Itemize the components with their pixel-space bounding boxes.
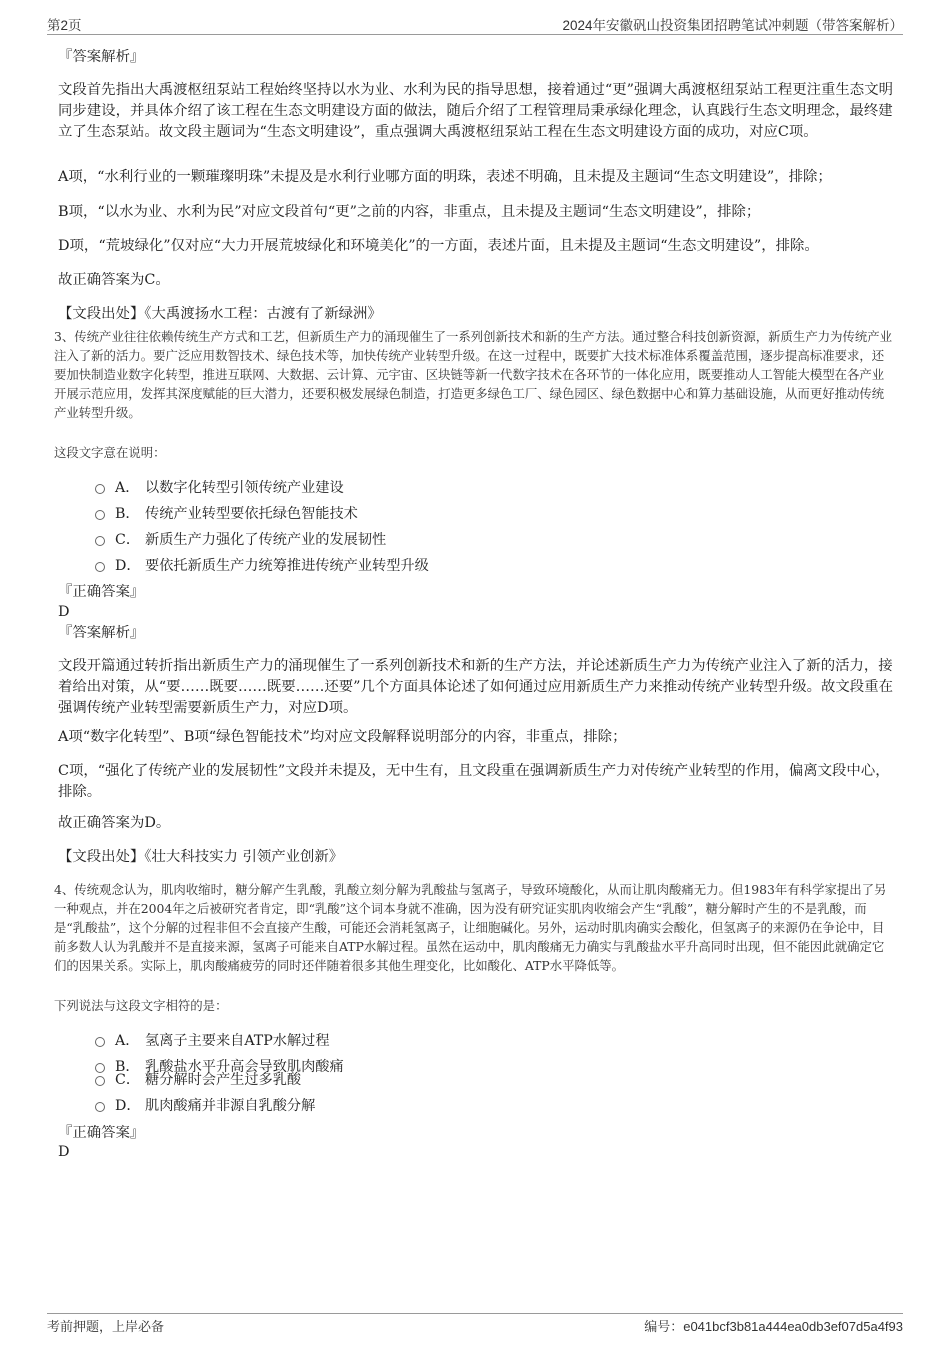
option-text: 糖分解时会产生过多乳酸 [145,1072,302,1088]
q2-analysis-heading: 『答案解析』 [58,49,145,65]
footer-doc-id: 编号：e041bcf3b81a444ea0db3ef07d5a4f93 [644,1319,903,1334]
option-label: C． [115,532,141,548]
q2-conclusion: 故正确答案为C。 [58,272,170,288]
option-label: C． [115,1072,141,1088]
q3-question: 这段文字意在说明： [54,445,166,460]
q2-source: 【文段出处】《大禹渡扬水工程：古渡有了新绿洲》 [58,306,382,322]
q3-option-c-note: C项，“强化了传统产业的发展韧性”文段并未提及，无中生有，且文段重在强调新质生产力对传统产业转型的作用，偏离文段中心，排除。 [58,763,890,800]
option-text: 新质生产力强化了传统产业的发展韧性 [145,532,387,548]
q3-option-d[interactable] [95,555,429,575]
radio-icon[interactable] [95,1102,105,1112]
q3-conclusion: 故正确答案为D。 [58,815,171,831]
q3-option-b[interactable] [95,503,358,523]
option-text: 氢离子主要来自ATP水解过程 [145,1033,330,1049]
page-number-label: 第2页 [47,18,82,33]
q3-option-ab-note: A项“数字化转型”、B项“绿色智能技术”均对应文段解释说明部分的内容，非重点，排除； [58,729,627,745]
q4-option-a[interactable] [95,1030,330,1050]
q3-analysis-heading: 『答案解析』 [58,625,145,641]
option-text: 乳酸盐水平升高会导致肌肉酸痛 [145,1059,344,1075]
q3-option-c[interactable] [95,529,386,549]
option-text: 传统产业转型要依托绿色智能技术 [145,506,358,522]
page-header [47,10,903,35]
option-label: D． [115,1098,141,1114]
q2-option-a-note: A项，“水利行业的一颗璀璨明珠”未提及是水利行业哪方面的明珠，表述不明确，且未提及主题词“生态文明建设”，排除； [58,169,832,185]
radio-icon[interactable] [95,562,105,572]
q4-question: 下列说法与这段文字相符的是： [54,998,228,1013]
option-label: B． [115,1059,140,1075]
q4-option-c[interactable] [95,1069,301,1089]
footer-slogan: 考前押题，上岸必备 [47,1319,165,1334]
q3-option-a[interactable] [95,477,344,497]
q2-option-d-note: D项，“荒坡绿化”仅对应“大力开展荒坡绿化和环境美化”的一方面，表述片面，且未提及主题词“生态文明建设”，排除。 [58,238,819,254]
option-label: A． [115,480,140,496]
q4-answer-heading: 『正确答案』 [58,1125,145,1141]
radio-icon[interactable] [95,1037,105,1047]
option-label: D． [115,558,141,574]
radio-icon[interactable] [95,484,105,494]
q4-option-d[interactable] [95,1095,315,1115]
option-label: A． [115,1033,140,1049]
q3-stem: 3、传统产业往往依赖传统生产方式和工艺，但新质生产力的涌现催生了一系列创新技术和新的生产方法。通过整合科技创新资源，新质生产力为传统产业注入了新的活力。要广泛应用数智技术、绿色技术等，加快传统产业转型升级。在这一过程中，既要扩大技术标准体系覆盖范围，逐步提高标准要求，还要加快制造业数字化转型，推进互联网、大数据、云计算、元宇宙、区块链等新一代数字技术在各环节的一体化应用，既要推动人工智能大模型在各产业开展示范应用，发挥其深度赋能的巨大潜力，还要积极发展绿色制造，打造更多绿色工厂、绿色园区、绿色数据中心和算力基础设施，从而更好推动传统产业转型升级。 [54,329,893,420]
document-title: 2024年安徽矾山投资集团招聘笔试冲刺题（带答案解析） [562,18,903,33]
q3-answer-heading: 『正确答案』 [58,584,145,600]
page-footer [47,1313,903,1338]
q2-option-b-note: B项，“以水为业、水利为民”对应文段首句“更”之前的内容，非重点，且未提及主题词“生态文明建设”，排除； [58,204,761,220]
q4-stem: 4、传统观念认为，肌肉收缩时，糖分解产生乳酸，乳酸立刻分解为乳酸盐与氢离子，导致环境酸化，从而让肌肉酸痛无力。但1983年有科学家提出了另一种观点，并在2004年之后被研究者肯定，即“乳酸”这个词本身就不准确，因为没有研究证实肌肉收缩会产生“乳酸”，糖分解时产生的不是乳酸，而是“乳酸盐”，这个分解的过程非但不会直接产生酸，可能还会消耗氢离子，让细胞碱化。另外，运动时肌肉确实会酸化，但氢离子的来源仍在争论中，目前多数人认为乳酸并不是直接来源，氢离子可能来自ATP水解过程。虽然在运动中，肌肉酸痛无力确实与乳酸盐水平升高同时出现，但不能因此就确定它们的因果关系。实际上，肌肉酸痛疲劳的同时还伴随着很多其他生理变化，比如酸化、ATP水平降低等。 [54,882,887,973]
q3-source: 【文段出处】《壮大科技实力 引领产业创新》 [58,849,344,865]
option-text: 要依托新质生产力统筹推进传统产业转型升级 [145,558,429,574]
option-text: 肌肉酸痛并非源自乳酸分解 [145,1098,316,1114]
option-text: 以数字化转型引领传统产业建设 [145,480,344,496]
q3-answer: D [58,604,70,620]
radio-icon[interactable] [95,510,105,520]
option-label: B． [115,506,140,522]
q4-answer: D [58,1144,70,1160]
q2-analysis-paragraph: 文段首先指出大禹渡枢纽泵站工程始终坚持以水为业、水利为民的指导思想，接着通过“更”强调大禹渡枢纽泵站工程更注重生态文明同步建设，并具体介绍了该工程在生态文明建设方面的做法，随后介绍了工程管理局秉承绿化理念，认真践行生态文明理念，最终建立了生态泵站。故文段主题词为“生态文明建设”，重点强调大禹渡枢纽泵站工程在生态文明建设方面的成功，对应C项。 [58,82,893,140]
radio-icon[interactable] [95,536,105,546]
q3-analysis-paragraph: 文段开篇通过转折指出新质生产力的涌现催生了一系列创新技术和新的生产方法，并论述新质生产力为传统产业注入了新的活力，接着给出对策，从“要……既要……既要……还要”几个方面具体论述了如何通过应用新质生产力来推动传统产业转型升级。故文段重在强调传统产业转型需要新质生产力，对应D项。 [58,658,893,716]
radio-icon[interactable] [95,1076,105,1086]
